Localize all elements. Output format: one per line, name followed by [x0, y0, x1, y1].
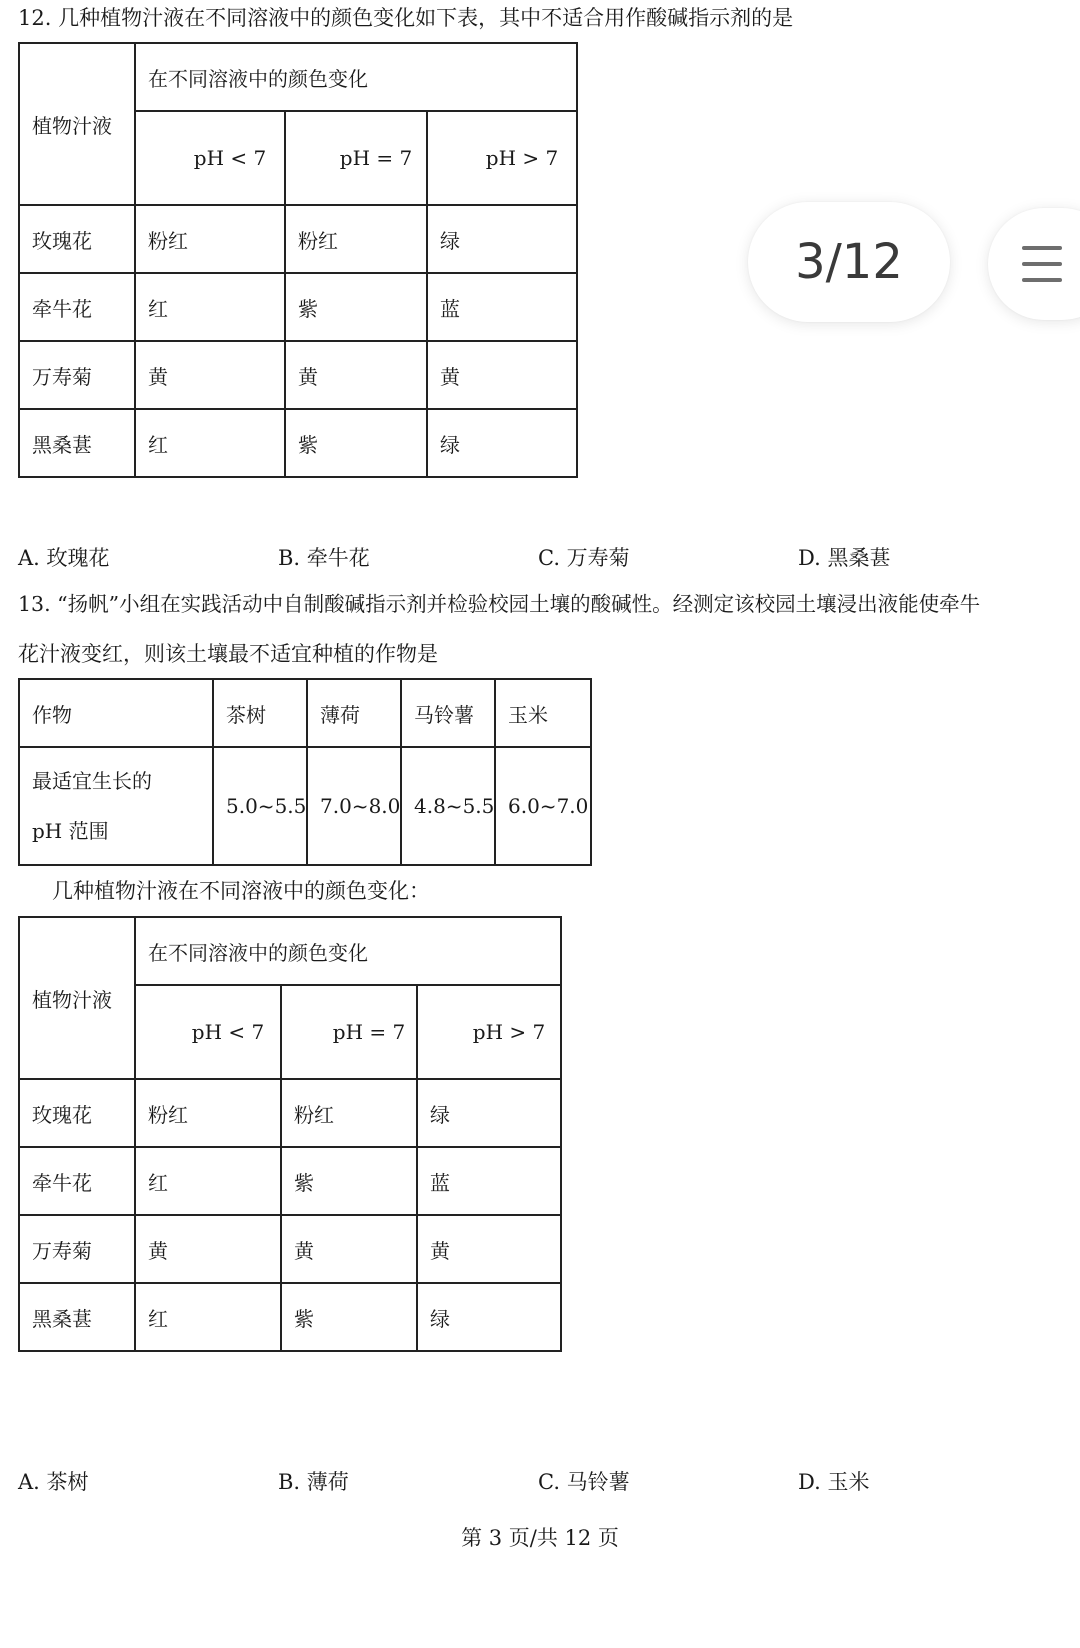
q12-option-d[interactable]: D. 黑桑葚 [798, 546, 891, 570]
plant-name: 牵牛花 [19, 1147, 135, 1215]
color-cell: 黄 [135, 1215, 281, 1283]
plant-name: 牵牛花 [19, 273, 135, 341]
q12-group-header: 在不同溶液中的颜色变化 [135, 43, 577, 111]
color-cell: 黄 [417, 1215, 561, 1283]
q13-color-table [18, 916, 562, 1352]
color-cell: 紫 [285, 273, 427, 341]
color-cell: 紫 [281, 1283, 417, 1351]
plant-name: 黑桑葚 [19, 1283, 135, 1351]
ph-range-label-line1: 最适宜生长的 [32, 769, 152, 793]
color-cell: 蓝 [427, 273, 577, 341]
q12-stem: 12. 几种植物汁液在不同溶液中的颜色变化如下表，其中不适合用作酸碱指示剂的是 [18, 6, 794, 30]
color-cell: 红 [135, 409, 285, 477]
color-cell: 粉红 [135, 1079, 281, 1147]
color-cell: 蓝 [417, 1147, 561, 1215]
table-row [19, 1147, 561, 1215]
plant-name: 万寿菊 [19, 341, 135, 409]
color-cell: 黄 [427, 341, 577, 409]
color-cell: 红 [135, 1147, 281, 1215]
page-footer: 第 3 页/共 12 页 [461, 1526, 619, 1550]
q12-ph-gt7: pH > 7 [427, 111, 577, 205]
crop-header-label: 作物 [19, 679, 213, 747]
plant-name: 玫瑰花 [19, 205, 135, 273]
q13-stem-line2: 花汁液变红，则该土壤最不适宜种植的作物是 [18, 642, 438, 666]
color-cell: 红 [135, 273, 285, 341]
color-cell: 绿 [427, 205, 577, 273]
q12-ph-eq7: pH = 7 [285, 111, 427, 205]
color-cell: 紫 [281, 1147, 417, 1215]
q13-option-d[interactable]: D. 玉米 [798, 1470, 870, 1494]
crop-name: 玉米 [495, 679, 591, 747]
ph-range: 4.8~5.5 [401, 747, 495, 865]
table-row [19, 1079, 561, 1147]
table-row [19, 341, 577, 409]
color-cell: 绿 [417, 1283, 561, 1351]
q12-color-table [18, 42, 578, 478]
q12-option-c[interactable]: C. 万寿菊 [538, 546, 630, 570]
color-cell: 黄 [135, 341, 285, 409]
q12-option-b[interactable]: B. 牵牛花 [278, 546, 370, 570]
q13-option-b[interactable]: B. 薄荷 [278, 1470, 349, 1494]
table-row [19, 1283, 561, 1351]
color-cell: 绿 [417, 1079, 561, 1147]
ph-range-label [19, 747, 213, 865]
color-cell: 紫 [285, 409, 427, 477]
q12-row-header: 植物汁液 [19, 43, 135, 205]
q13-crop-table [18, 678, 592, 866]
q12-option-a[interactable]: A. 玫瑰花 [18, 546, 110, 570]
ph-range-label-line2: pH 范围 [32, 819, 109, 843]
ph-range: 6.0~7.0 [495, 747, 591, 865]
color-cell: 黄 [285, 341, 427, 409]
color-cell: 粉红 [135, 205, 285, 273]
color-cell: 红 [135, 1283, 281, 1351]
ph-range: 5.0~5.5 [213, 747, 307, 865]
plant-name: 万寿菊 [19, 1215, 135, 1283]
page-counter[interactable]: 3/12 [748, 202, 950, 322]
q12-ph-lt7: pH < 7 [135, 111, 285, 205]
table-row [19, 1215, 561, 1283]
q13-option-a[interactable]: A. 茶树 [18, 1470, 89, 1494]
color-cell: 黄 [281, 1215, 417, 1283]
q13-subtitle: 几种植物汁液在不同溶液中的颜色变化： [52, 879, 430, 903]
plant-name: 玫瑰花 [19, 1079, 135, 1147]
q13-ph-gt7: pH > 7 [417, 985, 561, 1079]
q13-group-header: 在不同溶液中的颜色变化 [135, 917, 561, 985]
color-cell: 粉红 [281, 1079, 417, 1147]
table-row [19, 409, 577, 477]
q13-ph-lt7: pH < 7 [135, 985, 281, 1079]
q13-stem-line1: 13. “扬帆”小组在实践活动中自制酸碱指示剂并检验校园土壤的酸碱性。经测定该校园土壤浸出液能使牵牛 [18, 592, 981, 616]
ph-range: 7.0~8.0 [307, 747, 401, 865]
table-row [19, 273, 577, 341]
color-cell: 粉红 [285, 205, 427, 273]
q13-row-header: 植物汁液 [19, 917, 135, 1079]
menu-button[interactable] [988, 208, 1080, 320]
table-row [19, 205, 577, 273]
plant-name: 黑桑葚 [19, 409, 135, 477]
q13-option-c[interactable]: C. 马铃薯 [538, 1470, 630, 1494]
crop-name: 薄荷 [307, 679, 401, 747]
q13-ph-eq7: pH = 7 [281, 985, 417, 1079]
color-cell: 绿 [427, 409, 577, 477]
crop-name: 马铃薯 [401, 679, 495, 747]
crop-name: 茶树 [213, 679, 307, 747]
